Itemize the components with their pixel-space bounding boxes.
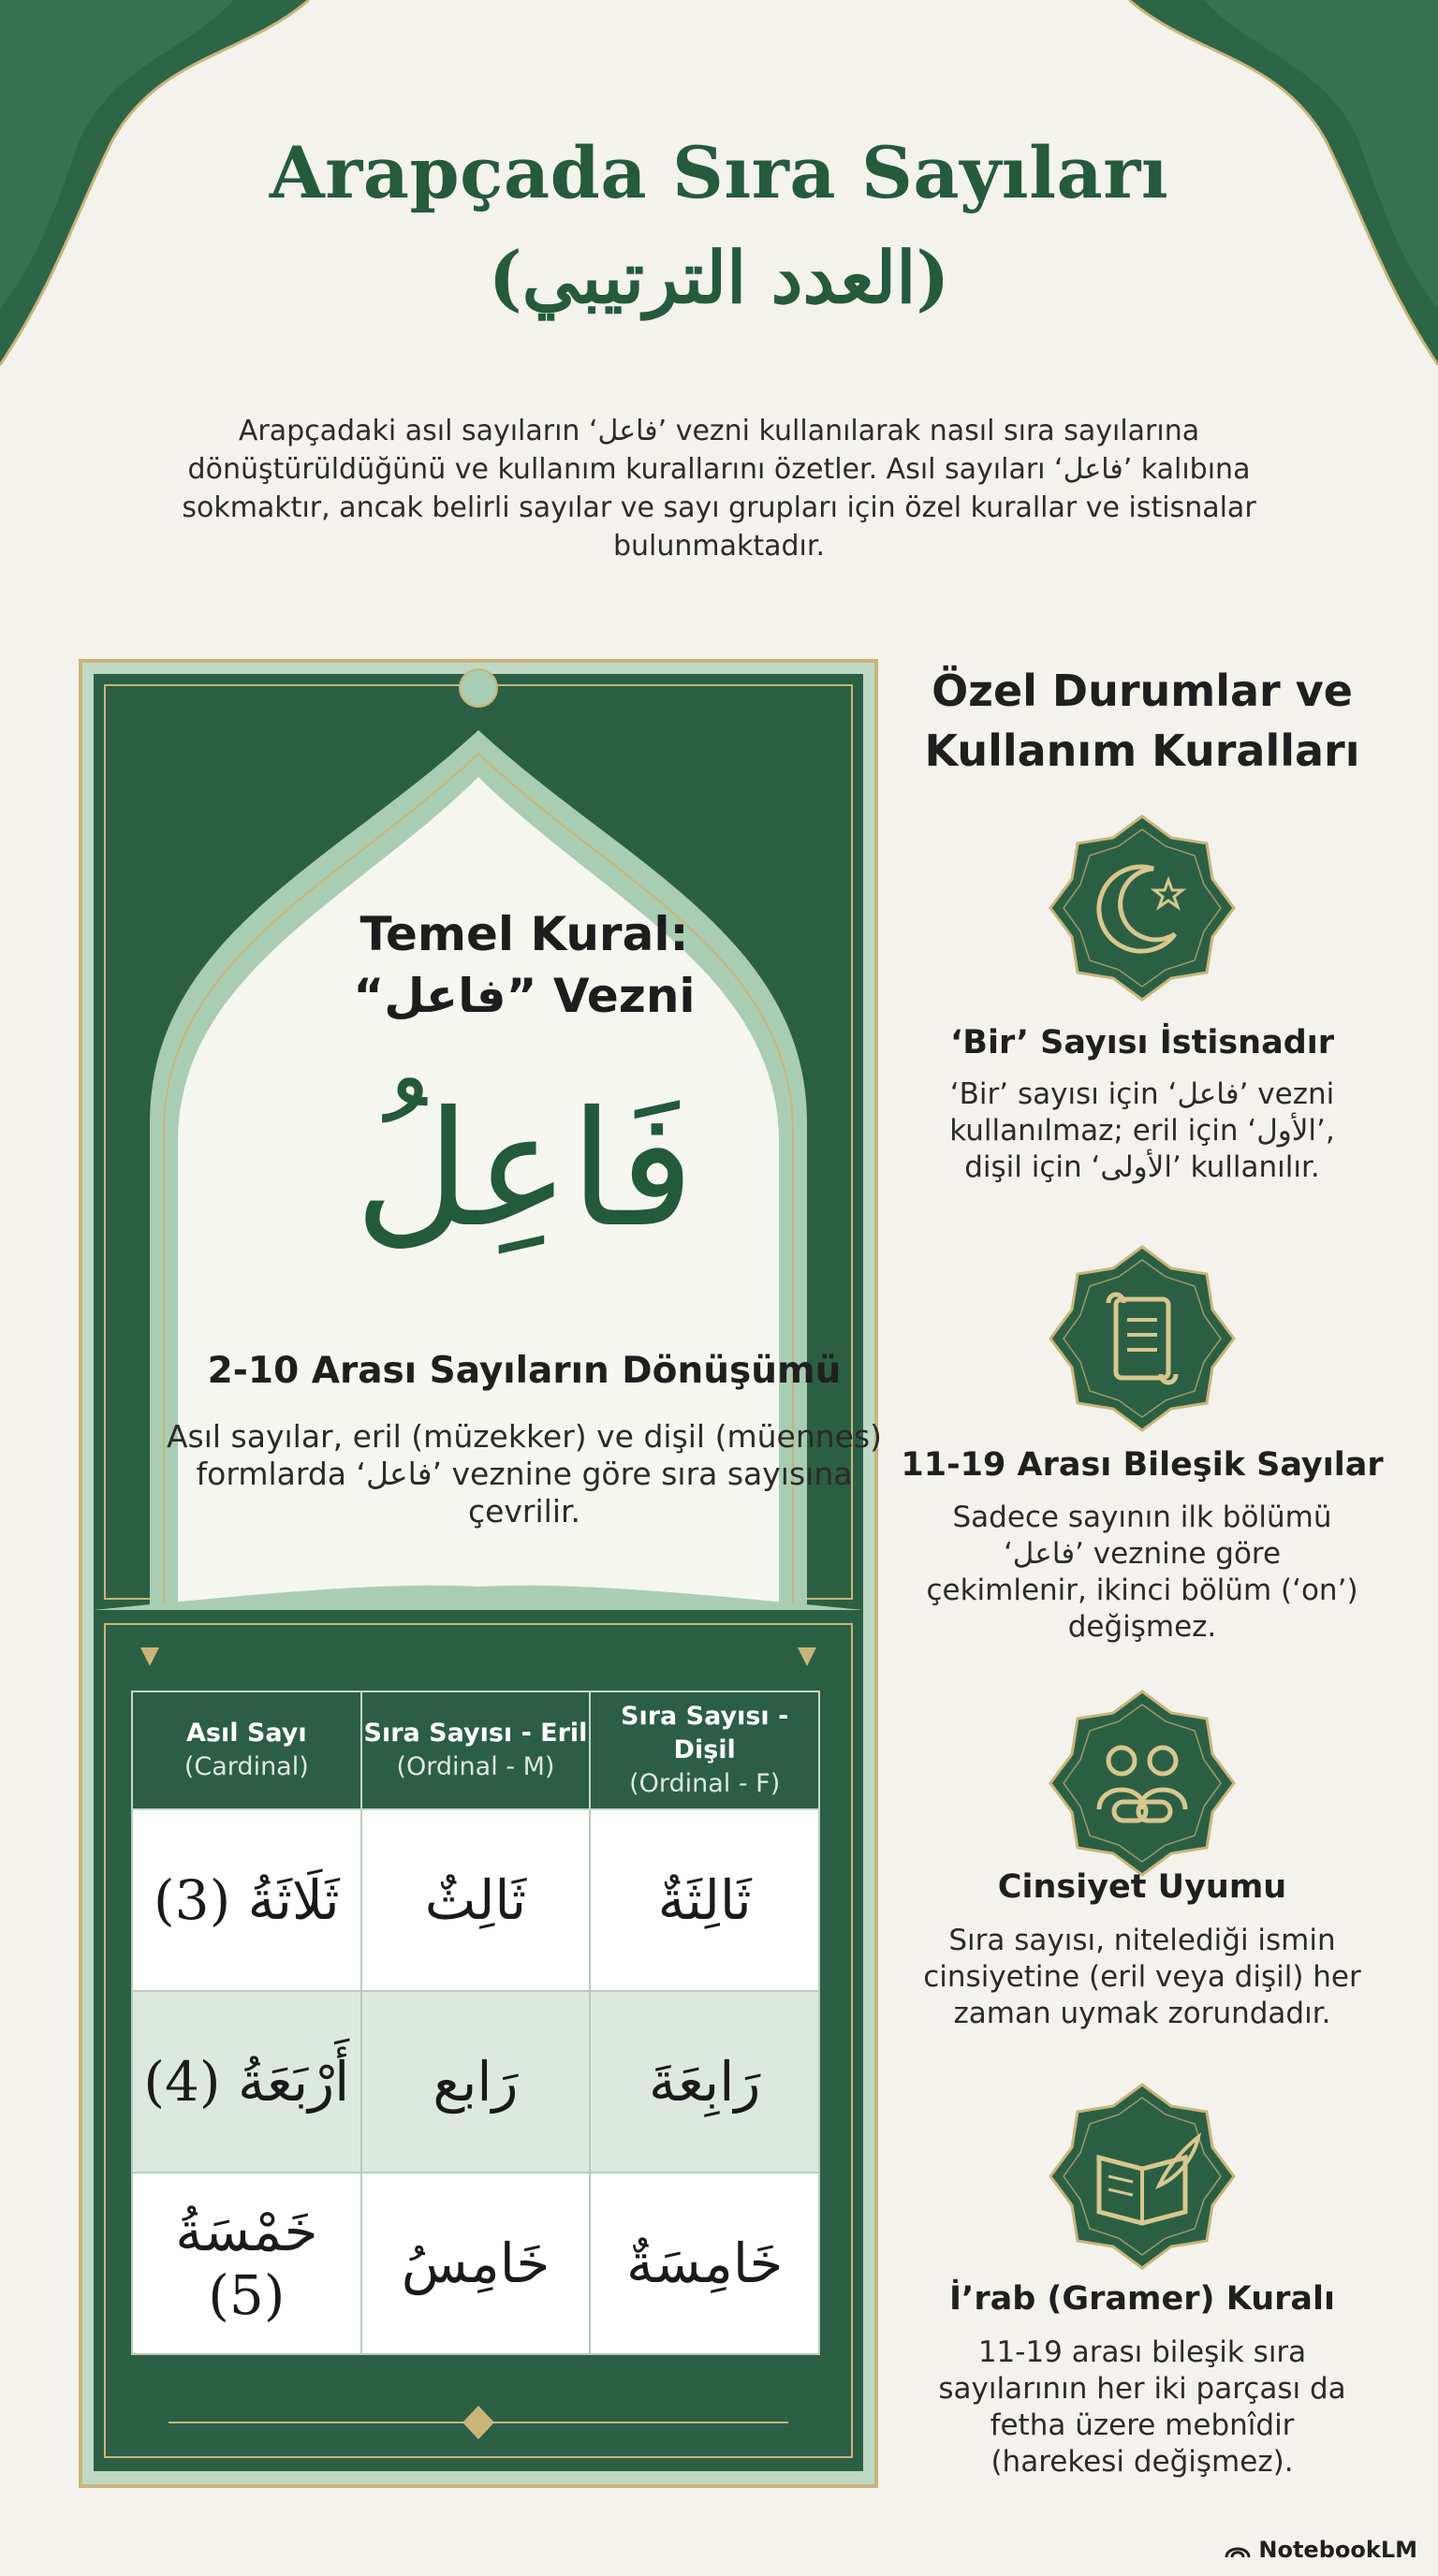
cardinal-cell: ثَلَاثَةُ (3) (132, 1809, 361, 1991)
card-title-gender-agreement: Cinsiyet Uyumu (997, 1868, 1287, 1906)
page-title: Arapçada Sıra Sayıları (269, 131, 1169, 214)
faail-pattern: فَاعِلُ (354, 1077, 695, 1263)
cardinal-cell: أَرْبَعَةُ (4) (132, 1991, 361, 2173)
card-desc-one-exception: ‘Bir’ sayısı için ‘فاعل’ vezni kullanılmaz; eril için ‘الأول’, dişil için ‘الأولى’ kullanılır. (949, 1077, 1335, 1184)
table-header-row (132, 1691, 819, 1809)
ordinal-f-cell: رَابِعَةَ (590, 1991, 819, 2173)
special-cases-title: Özel Durumlar ve Kullanım Kuralları (924, 666, 1360, 776)
crescent-star-icon (1049, 814, 1236, 1002)
card-desc-irab-rule: 11-19 arası bileşik sıra sayılarının her iki parçası da fetha üzere mebnîdir (harekesi değişmez). (938, 2335, 1346, 2479)
conversion-title: 2-10 Arası Sayıların Dönüşümü (207, 1350, 842, 1392)
card-title-irab-rule: İ’rab (Gramer) Kuralı (949, 2280, 1335, 2318)
table-row (132, 1991, 819, 2173)
ordinal-m-cell: ثَالِثٌ (361, 1809, 591, 1991)
table-row (132, 1809, 819, 1991)
ordinal-table (131, 1690, 820, 2355)
people-link-icon (1049, 1690, 1236, 1877)
notebooklm-logo-icon (1225, 2540, 1251, 2559)
ordinal-m-cell: رَابع (361, 1991, 591, 2173)
card-desc-gender-agreement: Sıra sayısı, nitelediği ismin cinsiyetine (eril veya dişil) her zaman uymak zorundadır. (923, 1924, 1361, 2030)
header-ordinal-masculine: Sıra Sayısı - Eril (Ordinal - M) (361, 1691, 591, 1809)
scroll-icon (1049, 1245, 1236, 1432)
brand-logo: NotebookLM (1225, 2537, 1417, 2563)
card-desc-compound-numbers: Sadece sayının ilk bölümü ‘فاعل’ veznine göre çekimlenir, ikinci bölüm (‘on’) değişmez. (926, 1500, 1358, 1644)
page-title-arabic: (العدد الترتيبي) (488, 236, 950, 319)
table-row (132, 2173, 819, 2354)
header-ordinal-feminine: Sıra Sayısı - Dişil (Ordinal - F) (590, 1691, 819, 1809)
basic-rule-title: Temel Kural: “فاعل” Vezni (353, 907, 696, 1023)
header-cardinal: Asıl Sayı (Cardinal) (132, 1691, 361, 1809)
conversion-description: Asıl sayılar, eril (müzekker) ve dişil (müennes) formlarda ‘فاعل’ veznine göre sıra sayısına çevrilir. (166, 1418, 883, 1530)
ordinal-f-cell: ثَالِثَةٌ (590, 1809, 819, 1991)
card-title-one-exception: ‘Bir’ Sayısı İstisnadır (949, 1024, 1335, 1061)
card-title-compound-numbers: 11-19 Arası Bileşik Sayılar (901, 1446, 1384, 1484)
ordinal-m-cell: خَامِسُ (361, 2173, 591, 2354)
cardinal-cell: خَمْسَةُ (5) (132, 2173, 361, 2354)
book-quill-icon (1049, 2083, 1236, 2270)
intro-text: Arapçadaki asıl sayıların ‘فاعل’ vezni kullanılarak nasıl sıra sayılarına dönüştürüldüğünü ve kullanım kurallarını özetler. Asıl sayıları ‘فاعل’ kalıbına sokmaktır, ancak belirli sayılar ve sayı grupları için özel kurallar ve istisnalar bulunmaktadır. (182, 415, 1256, 563)
ordinal-f-cell: خَامِسَةٌ (590, 2173, 819, 2354)
